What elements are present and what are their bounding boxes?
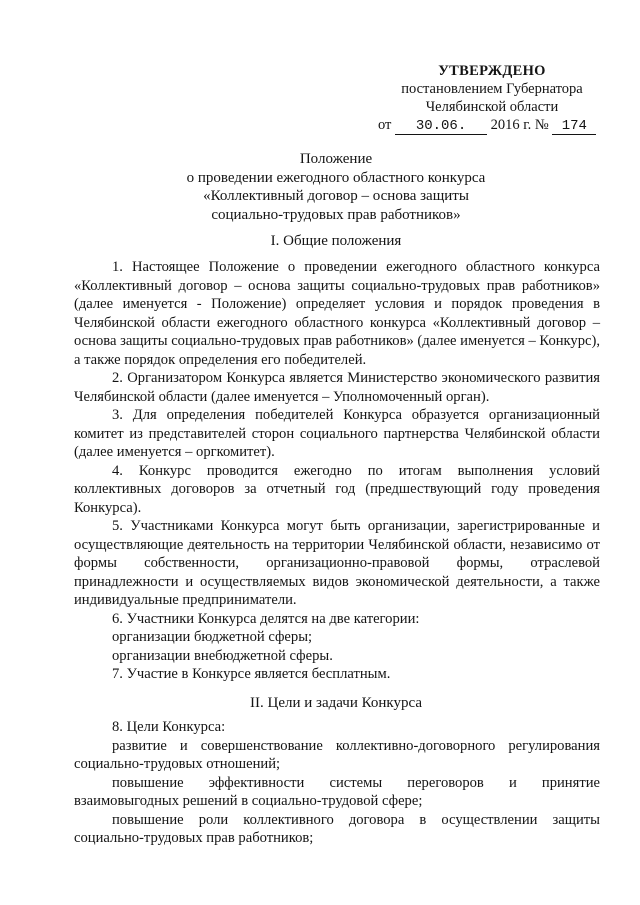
section-1-heading: I. Общие положения <box>270 233 402 249</box>
section-2-heading: II. Цели и задачи Конкурса <box>250 695 422 711</box>
paragraph-6: 6. Участники Конкурса делятся на две категории: <box>112 610 420 627</box>
title-line-3: «Коллективный договор – основа защиты <box>203 188 469 204</box>
approval-heading: УТВЕРЖДЕНО <box>438 63 546 79</box>
title-line-2: о проведении ежегодного областного конкурса <box>186 169 486 186</box>
title-line-4: социально-трудовых прав работников» <box>211 206 461 223</box>
paragraph-2: 2. Организатором Конкурса является Министерство экономического развития Челябинской области (далее именуется – Уполномоченный орган). <box>74 370 600 405</box>
approval-stamp <box>372 62 612 135</box>
paragraph-6-item-2: организации внебюджетной сферы. <box>112 647 333 664</box>
approval-date: 30.06. <box>395 118 487 135</box>
goal-2: повышение эффективности системы переговоров и принятие взаимовыгодных решений в социально-трудовой сфере; <box>74 774 600 809</box>
approval-number: 174 <box>552 118 596 135</box>
paragraph-8: 8. Цели Конкурса: <box>112 719 226 735</box>
paragraph-5: 5. Участниками Конкурса могут быть организации, зарегистрированные и осуществляющие деятельность на территории Челябинской области, независимо от формы собственности, организационно-правовой формы, отраслевой принадлежности и осуществляемых видов экономической деятельности, а также индивидуальные предприниматели. <box>74 518 600 608</box>
approval-prefix: от <box>378 117 392 133</box>
section-1-body <box>74 258 600 684</box>
approval-reference <box>372 116 612 135</box>
approval-line-2: Челябинской области <box>425 99 559 115</box>
goal-3: повышение роли коллективного договора в осуществлении защиты социально-трудовых прав работников; <box>74 811 600 846</box>
paragraph-4: 4. Конкурс проводится ежегодно по итогам выполнения условий коллективных договоров за отчетный год (предшествующий году проведения Конкурса). <box>74 462 600 516</box>
paragraph-1: 1. Настоящее Положение о проведении ежегодного областного конкурса «Коллективный договор – основа защиты социально-трудовых прав работников» (далее именуется - Положение) определяет условия и порядок проведения в Челябинской области ежегодного областного конкурса «Коллективный договор – основа защиты социально-трудовых прав работников» (далее именуется – Конкурс), а также порядок определения его победителей. <box>74 259 601 368</box>
section-2-body <box>74 718 600 848</box>
paragraph-7: 7. Участие в Конкурсе является бесплатным. <box>112 666 391 682</box>
paragraph-3: 3. Для определения победителей Конкурса образуется организационный комитет из представителей сторон социального партнерства Челябинской области (далее именуется – оргкомитет). <box>74 407 600 460</box>
goal-1: развитие и совершенствование коллективно-договорного регулирования социально-трудовых отношений; <box>74 737 600 772</box>
title-line-1: Положение <box>299 151 373 167</box>
approval-year: 2016 г. № <box>490 117 549 133</box>
paragraph-6-item-1: организации бюджетной сферы; <box>112 629 313 645</box>
document-title <box>60 150 612 224</box>
approval-line-1: постановлением Губернатора <box>401 81 583 97</box>
